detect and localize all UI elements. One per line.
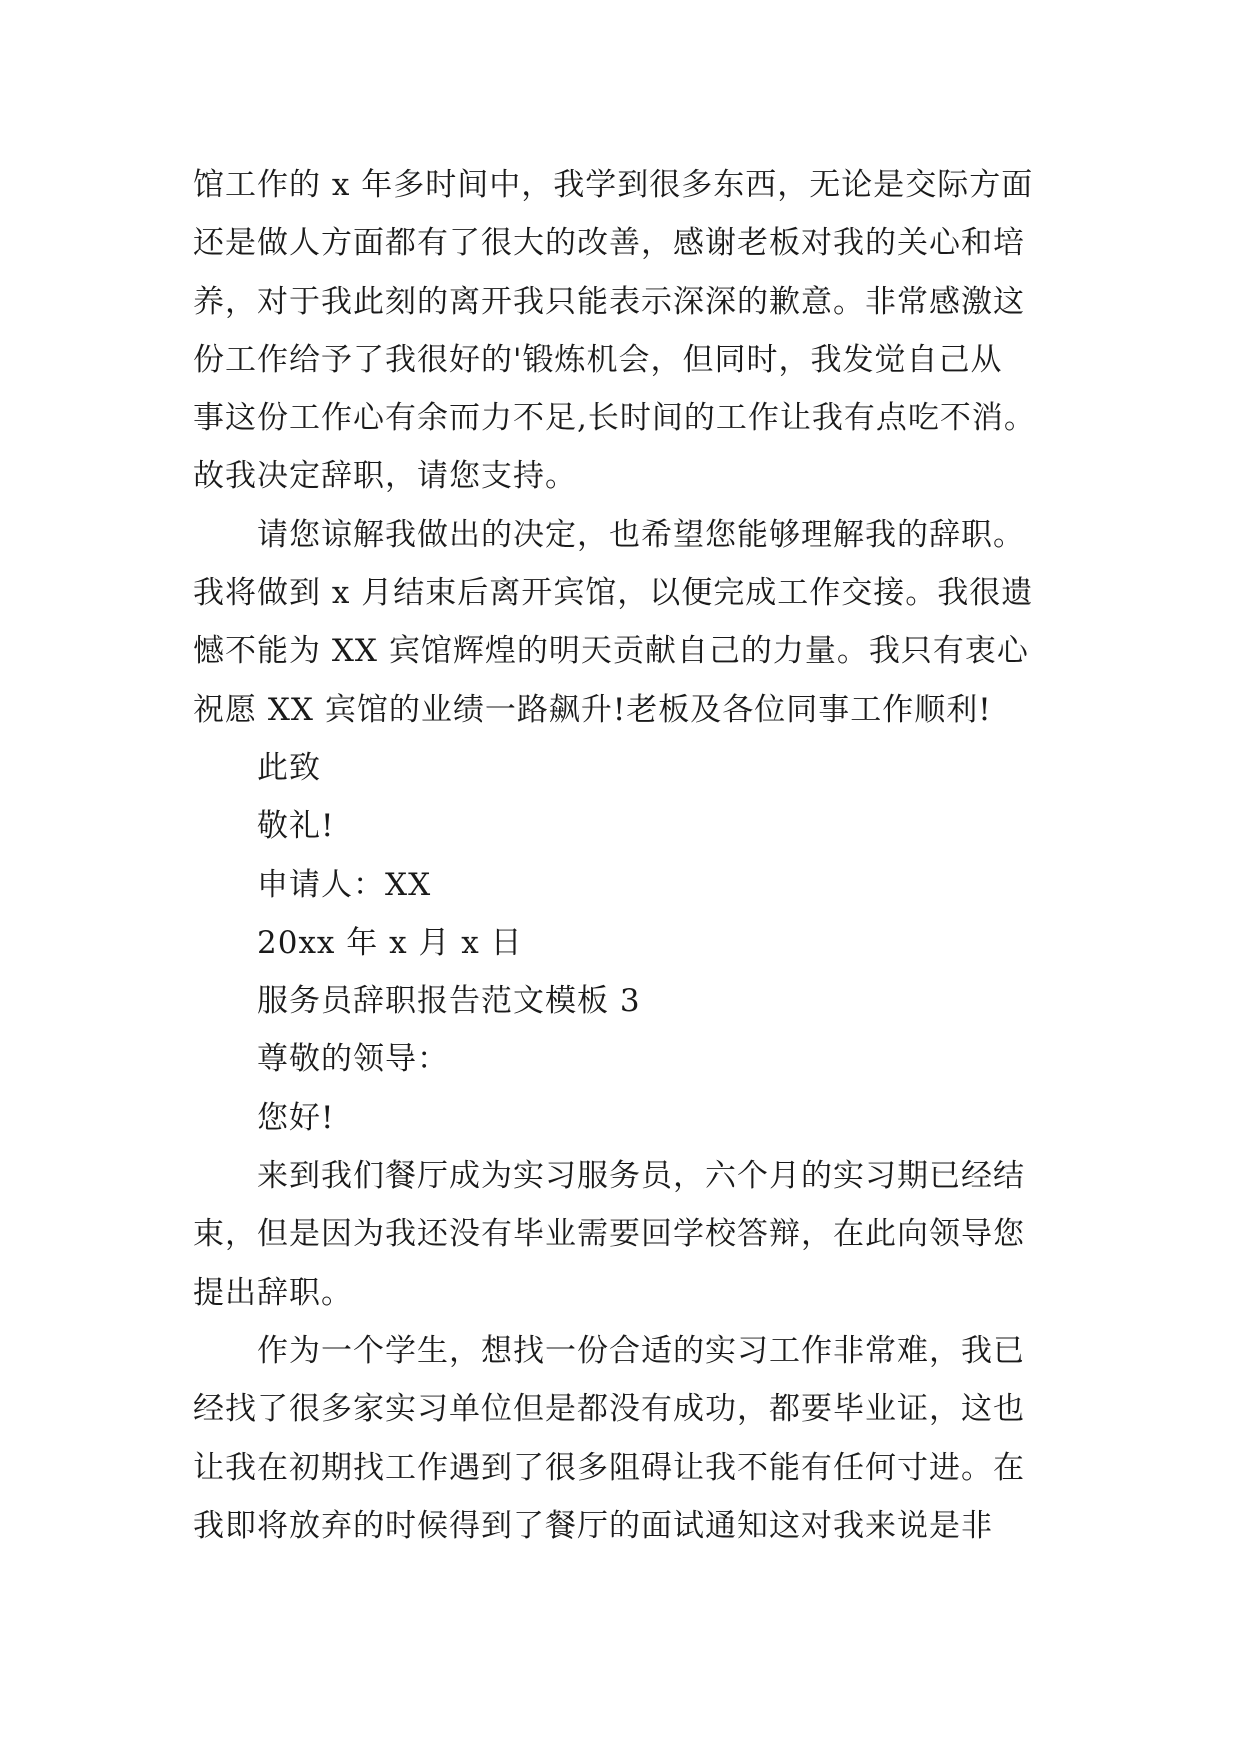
text-line: 故我决定辞职，请您支持。 bbox=[193, 458, 577, 495]
text-line: 您好! bbox=[257, 1099, 335, 1136]
text-line: 敬礼! bbox=[257, 808, 335, 845]
text-line: 申请人：XX bbox=[257, 866, 432, 903]
text-line: 我即将放弃的时候得到了餐厅的面试通知这对我来说是非 bbox=[193, 1507, 993, 1544]
text-line: 份工作给予了我很好的'锻炼机会，但同时，我发觉自己从 bbox=[193, 341, 1003, 378]
text-line: 提出辞职。 bbox=[193, 1274, 353, 1311]
text-line: 20xx 年 x 月 x 日 bbox=[257, 924, 523, 961]
text-line: 还是做人方面都有了很大的改善，感谢老板对我的关心和培 bbox=[193, 225, 1025, 262]
text-line: 祝愿 XX 宾馆的业绩一路飙升!老板及各位同事工作顺利! bbox=[193, 691, 992, 728]
text-line: 请您谅解我做出的决定，也希望您能够理解我的辞职。 bbox=[257, 516, 1025, 553]
text-line: 尊敬的领导： bbox=[257, 1041, 449, 1078]
text-line: 经找了很多家实习单位但是都没有成功，都要毕业证，这也 bbox=[193, 1391, 1025, 1428]
text-line: 事这份工作心有余而力不足,长时间的工作让我有点吃不消。 bbox=[193, 400, 1036, 437]
text-line: 作为一个学生，想找一份合适的实习工作非常难，我已 bbox=[257, 1332, 1025, 1369]
text-line: 束，但是因为我还没有毕业需要回学校答辩，在此向领导您 bbox=[193, 1216, 1025, 1253]
text-line: 服务员辞职报告范文模板 3 bbox=[257, 983, 641, 1020]
text-line: 此致 bbox=[257, 749, 321, 786]
text-line: 让我在初期找工作遇到了很多阻碍让我不能有任何寸进。在 bbox=[193, 1449, 1025, 1486]
text-line: 馆工作的 x 年多时间中，我学到很多东西，无论是交际方面 bbox=[193, 167, 1034, 203]
text-line: 来到我们餐厅成为实习服务员，六个月的实习期已经结 bbox=[257, 1158, 1025, 1195]
document-body bbox=[193, 156, 1063, 1555]
text-line: 憾不能为 XX 宾馆辉煌的明天贡献自己的力量。我只有衷心 bbox=[193, 633, 1029, 670]
text-line: 养，对于我此刻的离开我只能表示深深的歉意。非常感激这 bbox=[193, 283, 1025, 320]
text-line: 我将做到 x 月结束后离开宾馆，以便完成工作交接。我很遗 bbox=[193, 575, 1034, 612]
